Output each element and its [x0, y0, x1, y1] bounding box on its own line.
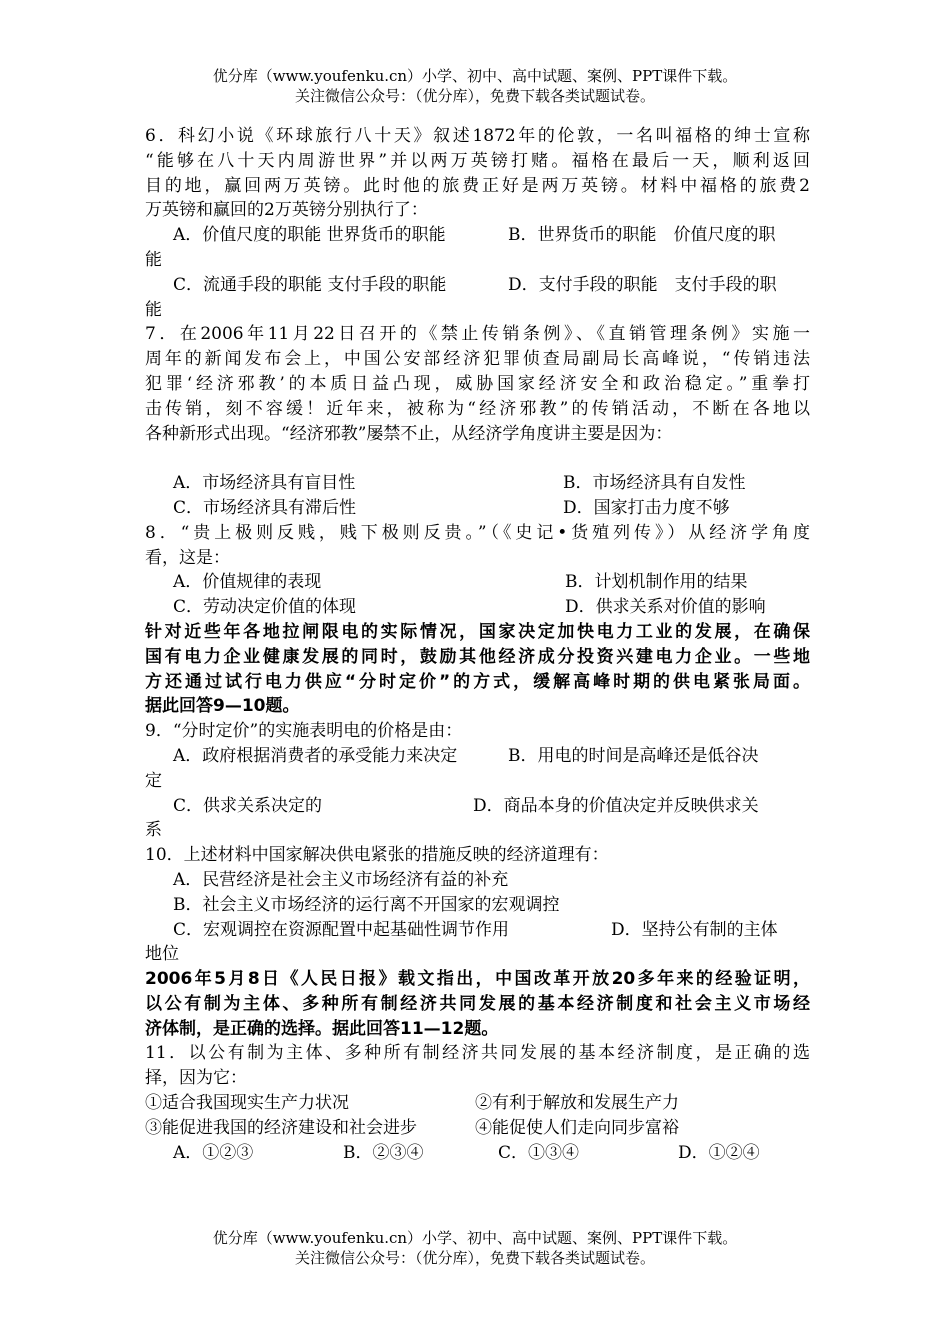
q6-stem-line: 目的地，赢回两万英镑。此时他的旅费正好是两万英镑。材料中福格的旅费2 — [145, 175, 810, 196]
q9-option-b-wrap: 定 — [145, 770, 162, 791]
q11-item-3: ③能促进我国的经济建设和社会进步 — [145, 1117, 417, 1138]
q6-option-c: C．流通手段的职能 支付手段的职能 — [173, 274, 447, 295]
q7-option-c: C．市场经济具有滞后性 — [173, 497, 357, 518]
material-1-line: 针对近些年各地拉闸限电的实际情况，国家决定加快电力工业的发展，在确保 — [145, 621, 810, 642]
q11-item-2: ②有利于解放和发展生产力 — [475, 1093, 679, 1114]
q6-stem-line: 万英镑和赢回的2万英镑分别执行了： — [145, 200, 428, 221]
q8-options-ab — [145, 570, 810, 595]
material-2-line: 济体制，是正确的选择。据此回答11—12题。 — [145, 1018, 499, 1039]
q9-option-b: B．用电的时间是高峰还是低谷决 — [508, 745, 759, 766]
q9-option-d-wrap: 系 — [145, 820, 162, 841]
q6-option-b-wrap: 能 — [145, 249, 162, 270]
q10-stem: 10．上述材料中国家解决供电紧张的措施反映的经济道理有： — [145, 845, 609, 866]
footer-line-1: 优分库（www.youfenku.cn）小学、初中、高中试题、案例、PPT课件下载。 — [212, 1229, 738, 1247]
q7-stem-line: 7．在2006年11月22日召开的《禁止传销条例》、《直销管理条例》实施一 — [145, 324, 810, 345]
q6-option-d: D．支付手段的职能 支付手段的职 — [508, 274, 777, 295]
q9-options-cd — [145, 794, 810, 819]
blank-line — [145, 446, 810, 471]
q7-stem-line: 周年的新闻发布会上，中国公安部经济犯罪侦查局副局长高峰说，“传销违法 — [145, 349, 810, 370]
q7-option-b: B．市场经济具有自发性 — [563, 473, 746, 494]
q6-options-cd — [145, 273, 810, 298]
q7-options-ab — [145, 471, 810, 496]
q8-option-a: A．价值规律的表现 — [173, 572, 322, 593]
q11-option-b: B．②③④ — [343, 1142, 424, 1163]
page-footer — [0, 1228, 950, 1268]
q6-options-ab — [145, 223, 810, 248]
q11-item-1: ①适合我国现实生产力状况 — [145, 1093, 349, 1114]
q10-option-d: D．坚持公有制的主体 — [611, 919, 778, 940]
q9-option-a: A．政府根据消费者的承受能力来决定 — [173, 745, 458, 766]
question-10 — [145, 843, 810, 967]
q11-items-34 — [145, 1116, 810, 1141]
question-11 — [145, 1041, 810, 1165]
q7-stem-line: 各种新形式出现。“经济邪教”屡禁不止，从经济学角度讲主要是因为： — [145, 423, 673, 444]
material-11-12 — [145, 967, 810, 1041]
q10-option-c: C．宏观调控在资源配置中起基础性调节作用 — [173, 919, 510, 940]
q9-stem: 9．“分时定价”的实施表明电的价格是由： — [145, 721, 463, 742]
q6-stem-line: 6．科幻小说《环球旅行八十天》叙述1872年的伦敦，一名叫福格的绅士宣称 — [145, 126, 810, 146]
q11-items-12 — [145, 1091, 810, 1116]
header-line-1: 优分库（www.youfenku.cn）小学、初中、高中试题、案例、PPT课件下载。 — [212, 67, 738, 85]
q8-option-b: B．计划机制作用的结果 — [565, 572, 748, 593]
q8-option-d: D．供求关系对价值的影响 — [565, 597, 766, 618]
q8-stem-line: 8．“贵上极则反贱，贱下极则反贵。”（《史记•货殖列传》）从经济学角度 — [145, 522, 810, 543]
question-6 — [145, 124, 810, 322]
document-body — [145, 124, 810, 1165]
q11-item-4: ④能促使人们走向同步富裕 — [475, 1117, 679, 1138]
q9-option-d: D．商品本身的价值决定并反映供求关 — [473, 795, 759, 816]
q11-option-c: C．①③④ — [498, 1142, 580, 1163]
material-1-line: 据此回答9—10题。 — [145, 696, 300, 717]
question-9 — [145, 719, 810, 843]
q8-options-cd — [145, 595, 810, 620]
question-7 — [145, 322, 810, 520]
q11-stem-line: 11．以公有制为主体、多种所有制经济共同发展的基本经济制度，是正确的选 — [145, 1043, 810, 1064]
q7-stem-line: 击传销，刻不容缓！近年来，被称为“经济邪教”的传销活动，不断在各地以 — [145, 398, 810, 419]
question-8 — [145, 521, 810, 620]
q10-option-d-wrap: 地位 — [145, 944, 179, 965]
material-1-line: 方还通过试行电力供应“分时定价”的方式，缓解高峰时期的供电紧张局面。 — [145, 671, 810, 692]
q11-option-d: D．①②④ — [678, 1142, 760, 1163]
material-2-line: 2006年5月8日《人民日报》载文指出，中国改革开放20多年来的经验证明， — [145, 969, 810, 990]
q7-option-a: A．市场经济具有盲目性 — [173, 473, 356, 494]
q6-option-b: B．世界货币的职能 价值尺度的职 — [508, 225, 776, 246]
q9-option-c: C．供求关系决定的 — [173, 795, 323, 816]
page-header — [0, 66, 950, 106]
footer-line-2: 关注微信公众号：（优分库），免费下载各类试题试卷。 — [294, 1249, 655, 1267]
q11-option-a: A．①②③ — [173, 1142, 254, 1163]
q7-option-d: D．国家打击力度不够 — [563, 497, 730, 518]
header-line-2: 关注微信公众号：（优分库），免费下载各类试题试卷。 — [294, 87, 655, 105]
q11-stem-line: 择，因为它： — [145, 1068, 247, 1089]
q6-stem-line: “能够在八十天内周游世界”并以两万英镑打赌。福格在最后一天，顺利返回 — [145, 150, 810, 171]
q8-stem-line: 看，这是： — [145, 547, 230, 568]
q8-option-c: C．劳动决定价值的体现 — [173, 597, 357, 618]
material-9-10 — [145, 620, 810, 719]
q10-option-a: A．民营经济是社会主义市场经济有益的补充 — [173, 869, 509, 890]
q10-options-cd — [145, 918, 810, 943]
q7-stem-line: 犯罪‘经济邪教’的本质日益凸现，威胁国家经济安全和政治稳定。”重拳打 — [145, 373, 810, 394]
material-1-line: 国有电力企业健康发展的同时，鼓励其他经济成分投资兴建电力企业。一些地 — [145, 646, 810, 667]
q11-options — [145, 1141, 810, 1166]
q7-options-cd — [145, 496, 810, 521]
q9-options-ab — [145, 744, 810, 769]
q10-option-b: B．社会主义市场经济的运行离不开国家的宏观调控 — [173, 894, 560, 915]
q6-option-d-wrap: 能 — [145, 299, 162, 320]
q6-option-a: A．价值尺度的职能 世界货币的职能 — [173, 225, 446, 246]
material-2-line: 以公有制为主体、多种所有制经济共同发展的基本经济制度和社会主义市场经 — [145, 993, 810, 1014]
